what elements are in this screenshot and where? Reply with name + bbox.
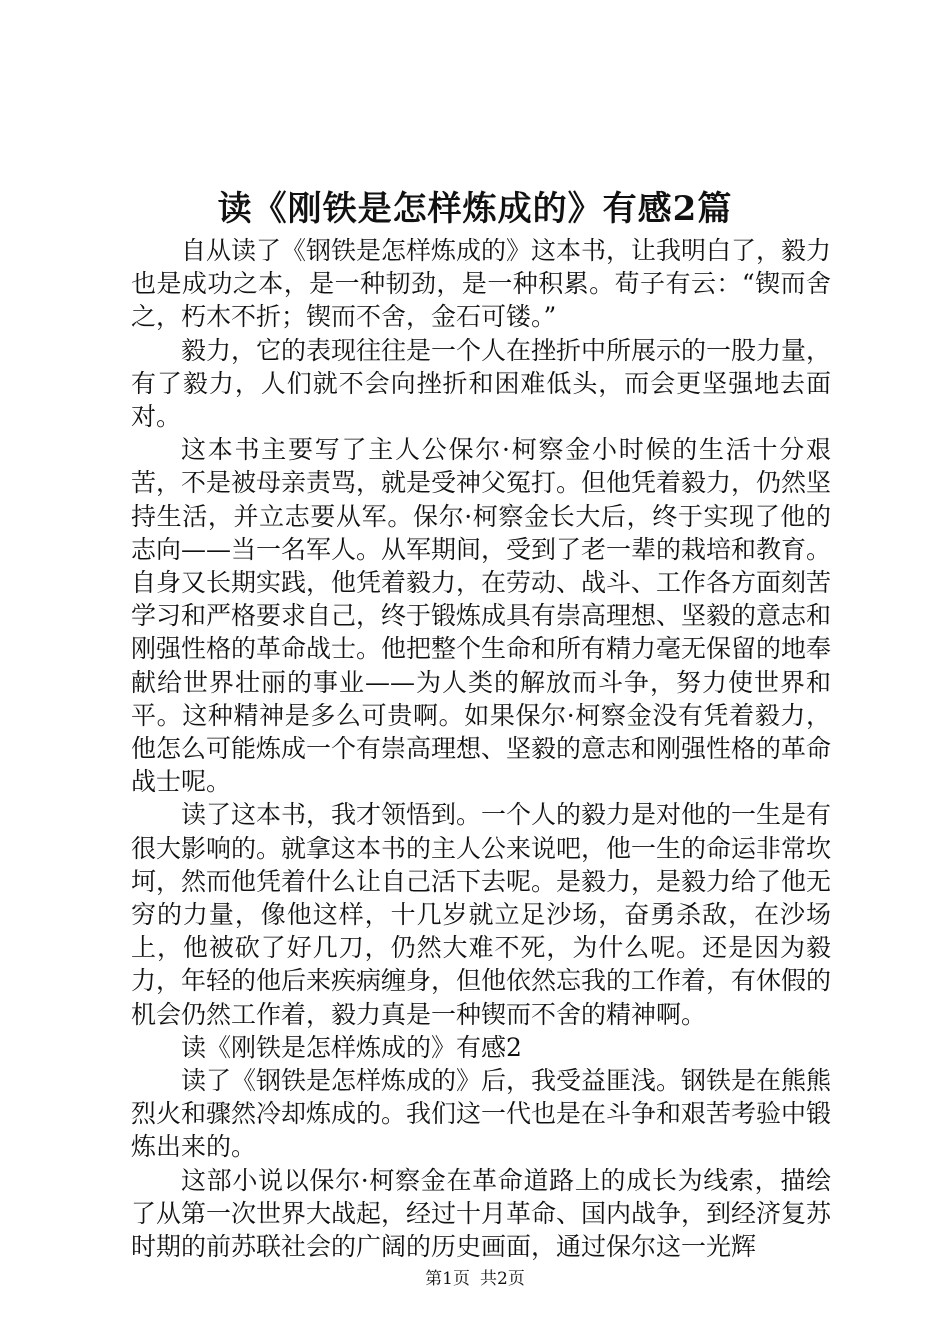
page-number: 第1页 [425,1269,470,1289]
paragraph: 这部小说以保尔·柯察金在革命道路上的成长为线索，描绘了从第一次世界大战起，经过十月革命、国内战争，到经济复苏时期的前苏联社会的广阔的历史画面，通过保尔这一光辉 [131,1165,832,1262]
paragraph: 读了《钢铁是怎样炼成的》后，我受益匪浅。钢铁是在熊熊烈火和骤然冷却炼成的。我们这一代也是在斗争和艰苦考验中锻炼出来的。 [131,1066,832,1162]
paragraph: 毅力，它的表现往往是一个人在挫折中所展示的一股力量，有了毅力，人们就不会向挫折和困难低头，而会更坚强地去面对。 [131,335,832,432]
section-heading: 读《刚铁是怎样炼成的》有感2 [181,1032,522,1062]
document-title: 读《刚铁是怎样炼成的》有感2篇 [217,189,733,229]
paragraph: 读了这本书，我才领悟到。一个人的毅力是对他的一生是有很大影响的。就拿这本书的主人公来说吧，他一生的命运非常坎坷，然而他凭着什么让自己活下去呢。是毅力，是毅力给了他无穷的力量，像他这样，十几岁就立足沙场，奋勇杀敌，在沙场上，他被砍了好几刀，仍然大难不死，为什么呢。还是因为毅力，年轻的他后来疾病缠身，但他依然忘我的工作着，有休假的机会仍然工作着，毅力真是一种锲而不舍的精神啊。 [131,800,832,1029]
paragraph: 自从读了《钢铁是怎样炼成的》这本书，让我明白了，毅力也是成功之本，是一种韧劲，是一种积累。荀子有云：“锲而舍之，朽木不折；锲而不舍，金石可镂。” [131,236,832,332]
document-body [131,234,831,1263]
page-footer [0,1268,950,1290]
paragraph: 这本书主要写了主人公保尔·柯察金小时候的生活十分艰苦，不是被母亲责骂，就是受神父冤打。但他凭着毅力，仍然坚持生活，并立志要从军。保尔·柯察金长大后，终于实现了他的志向——当一名军人。从军期间，受到了老一辈的栽培和教育。自身又长期实践，他凭着毅力，在劳动、战斗、工作各方面刻苦学习和严格要求自己，终于锻炼成具有崇高理想、坚毅的意志和刚强性格的革命战士。他把整个生命和所有精力毫无保留的地奉献给世界壮丽的事业——为人类的解放而斗争，努力使世界和平。这种精神是多么可贵啊。如果保尔·柯察金没有凭着毅力，他怎么可能炼成一个有崇高理想、坚毅的意志和刚强性格的革命战士呢。 [131,435,832,797]
page-total: 共2页 [480,1269,525,1289]
